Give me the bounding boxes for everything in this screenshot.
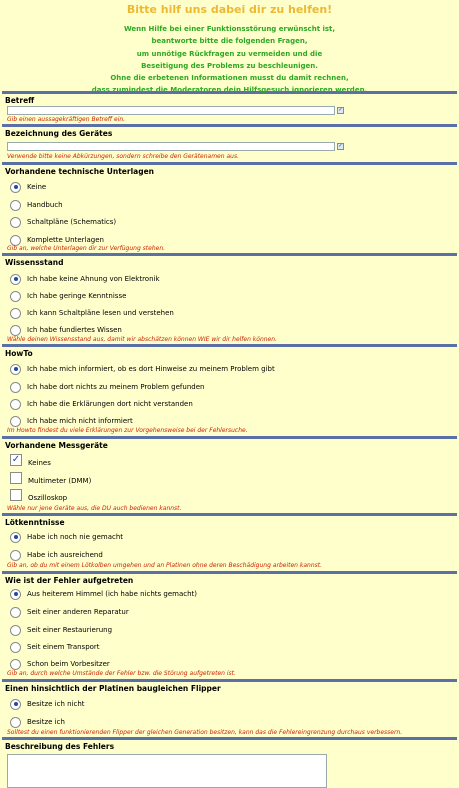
option-label: Schaltpläne (Schematics) <box>27 218 117 226</box>
section-loetkenntnisse <box>2 516 457 574</box>
section-howto <box>2 347 457 439</box>
messgeraete-label: Vorhandene Messgeräte <box>5 441 108 450</box>
intro-line: Ohne die erbetenen Informationen musst du damit rechnen, <box>110 74 349 83</box>
radio-button[interactable] <box>10 399 21 410</box>
spellcheck-icon[interactable]: ✓ <box>338 143 343 149</box>
wissen-option[interactable] <box>10 307 174 319</box>
section-bezeichnung <box>2 127 457 165</box>
howto-option[interactable] <box>10 363 275 375</box>
radio-button[interactable] <box>10 308 21 319</box>
radio-button[interactable] <box>10 642 21 653</box>
option-label: Seit einer Restaurierung <box>27 626 113 634</box>
wissen-label: Wissensstand <box>5 258 64 267</box>
option-label: Ich habe geringe Kenntnisse <box>27 292 127 300</box>
option-label: Besitze ich nicht <box>27 700 85 708</box>
radio-button[interactable] <box>10 364 21 375</box>
option-label: Aus heiterem Himmel (ich habe nichts gemacht) <box>27 590 198 598</box>
page-title: Bitte hilf uns dabei dir zu helfen! <box>126 3 333 16</box>
loeten-hint: Gib an, ob du mit einem Lötkolben umgehen und an Platinen ohne deren Beschädigung arbeiten kannst. <box>7 562 323 569</box>
howto-option[interactable] <box>10 398 193 410</box>
section-flipper <box>2 682 457 740</box>
flipper-option[interactable] <box>10 716 65 728</box>
intro-text <box>2 23 457 97</box>
section-unterlagen <box>2 165 457 256</box>
radio-button[interactable] <box>10 550 21 561</box>
spellcheck-icon[interactable]: ✓ <box>338 107 343 113</box>
section-wissensstand <box>2 256 457 347</box>
option-label: Habe ich noch nie gemacht <box>27 533 124 541</box>
option-label: Ich habe dort nichts zu meinem Problem gefunden <box>27 383 205 391</box>
messgeraete-option-keines[interactable] <box>10 454 51 466</box>
intro-line: beantworte bitte die folgenden Fragen, <box>151 37 308 46</box>
intro-line: dass zumindest die Moderatoren dein Hilfsgesuch ignorieren werden. <box>91 86 368 95</box>
option-label: Keines <box>28 459 51 467</box>
betreff-input[interactable] <box>7 106 335 115</box>
radio-button[interactable] <box>10 217 21 228</box>
betreff-hint: Gib einen aussagekräftigen Betreff ein. <box>7 116 126 123</box>
radio-button[interactable] <box>10 532 21 543</box>
wissen-hint: Wähle deinen Wissensstand aus, damit wir abschätzen können WIE wir dir helfen können. <box>7 336 277 343</box>
option-label: Ich habe die Erklärungen dort nicht verstanden <box>27 400 193 408</box>
checkbox[interactable] <box>10 489 22 501</box>
option-label: Ich habe mich nicht informiert <box>27 417 133 425</box>
form-header <box>2 0 457 94</box>
messgeraete-option-oszilloskop[interactable] <box>10 489 67 501</box>
loeten-label: Lötkenntnisse <box>5 518 65 527</box>
option-label: Seit einer anderen Reparatur <box>27 608 129 616</box>
radio-button[interactable] <box>10 607 21 618</box>
radio-button[interactable] <box>10 235 21 246</box>
beschreibung-label: Beschreibung des Fehlers <box>5 742 115 751</box>
radio-button[interactable] <box>10 200 21 211</box>
section-beschreibung <box>2 740 457 781</box>
radio-button[interactable] <box>10 274 21 285</box>
radio-button[interactable] <box>10 699 21 710</box>
loeten-option[interactable] <box>10 549 103 561</box>
wissen-option[interactable] <box>10 290 126 302</box>
bezeichnung-hint: Verwende bitte keine Abkürzungen, sondern schreibe den Gerätenamen aus. <box>7 153 239 160</box>
section-messgeraete <box>2 439 457 516</box>
auftreten-option[interactable] <box>10 588 197 600</box>
section-betreff <box>2 94 457 127</box>
checkbox[interactable]: ✓ <box>11 454 21 465</box>
radio-button[interactable] <box>10 717 21 728</box>
betreff-label: Betreff <box>5 96 35 105</box>
option-label: Oszilloskop <box>28 494 68 502</box>
wissen-option[interactable] <box>10 273 160 285</box>
unterlagen-option-keine[interactable] <box>10 181 46 193</box>
auftreten-option[interactable] <box>10 658 110 670</box>
bezeichnung-input[interactable] <box>7 142 335 151</box>
auftreten-hint: Gib an, durch welche Umstände der Fehler bzw. die Störung aufgetreten ist. <box>7 670 236 677</box>
section-auftreten <box>2 574 457 682</box>
unterlagen-hint: Gib an, welche Unterlagen dir zur Verfügung stehen. <box>7 245 166 252</box>
checkbox[interactable] <box>10 472 22 484</box>
unterlagen-option-schaltplaene[interactable] <box>10 216 116 228</box>
radio-button[interactable] <box>10 659 21 670</box>
radio-button[interactable] <box>10 325 21 336</box>
flipper-option[interactable] <box>10 698 85 710</box>
option-label: Ich habe keine Ahnung von Elektronik <box>27 275 160 283</box>
option-label: Habe ich ausreichend <box>27 551 103 559</box>
wissen-option[interactable] <box>10 324 122 336</box>
flipper-hint: Solltest du einen funktionierenden Flipper der gleichen Generation besitzen, kann das die Fehlereingrenzung durchaus verbessern. <box>7 729 403 736</box>
unterlagen-label: Vorhandene technische Unterlagen <box>5 167 155 176</box>
bezeichnung-label: Bezeichnung des Gerätes <box>5 129 113 138</box>
intro-line: Wenn Hilfe bei einer Funktionsstörung erwünscht ist, <box>123 25 336 33</box>
option-label: Ich habe fundiertes Wissen <box>27 326 122 334</box>
auftreten-option[interactable] <box>10 606 129 618</box>
option-label: Handbuch <box>27 201 63 209</box>
intro-line: um unnötige Rückfragen zu vermeiden und die <box>136 49 323 58</box>
howto-hint: Im Howto findest du viele Erklärungen zur Vorgehensweise bei der Fehlersuche. <box>7 427 248 434</box>
radio-button[interactable] <box>10 416 21 427</box>
beschreibung-textarea[interactable] <box>7 754 327 788</box>
option-label: Multimeter (DMM) <box>28 477 92 485</box>
intro-line: Beseitigung des Problems zu beschleunigen. <box>141 61 318 70</box>
auftreten-option[interactable] <box>10 641 100 653</box>
auftreten-option[interactable] <box>10 624 112 636</box>
option-label: Ich kann Schaltpläne lesen und verstehen <box>27 309 174 317</box>
radio-button[interactable] <box>10 291 21 302</box>
radio-button[interactable] <box>10 382 21 393</box>
radio-button[interactable] <box>10 589 21 600</box>
messgeraete-option-multimeter[interactable] <box>10 472 91 484</box>
howto-option[interactable] <box>10 415 133 427</box>
radio-button[interactable] <box>10 182 21 193</box>
loeten-option[interactable] <box>10 531 123 543</box>
howto-option[interactable] <box>10 381 204 393</box>
option-label: Besitze ich <box>27 718 65 726</box>
option-label: Schon beim Vorbesitzer <box>27 660 110 668</box>
flipper-label: Einen hinsichtlich der Platinen baugleichen Flipper <box>5 684 221 693</box>
option-label: Komplette Unterlagen <box>27 236 104 244</box>
unterlagen-option-handbuch[interactable] <box>10 199 63 211</box>
option-label: Ich habe mich informiert, ob es dort Hinweise zu meinem Problem gibt <box>27 365 275 373</box>
howto-label: HowTo <box>5 349 33 358</box>
auftreten-label: Wie ist der Fehler aufgetreten <box>5 576 134 585</box>
option-label: Seit einem Transport <box>27 643 100 651</box>
messgeraete-hint: Wähle nur jene Geräte aus, die DU auch bedienen kannst. <box>7 505 182 512</box>
radio-button[interactable] <box>10 625 21 636</box>
option-label: Keine <box>27 183 47 191</box>
